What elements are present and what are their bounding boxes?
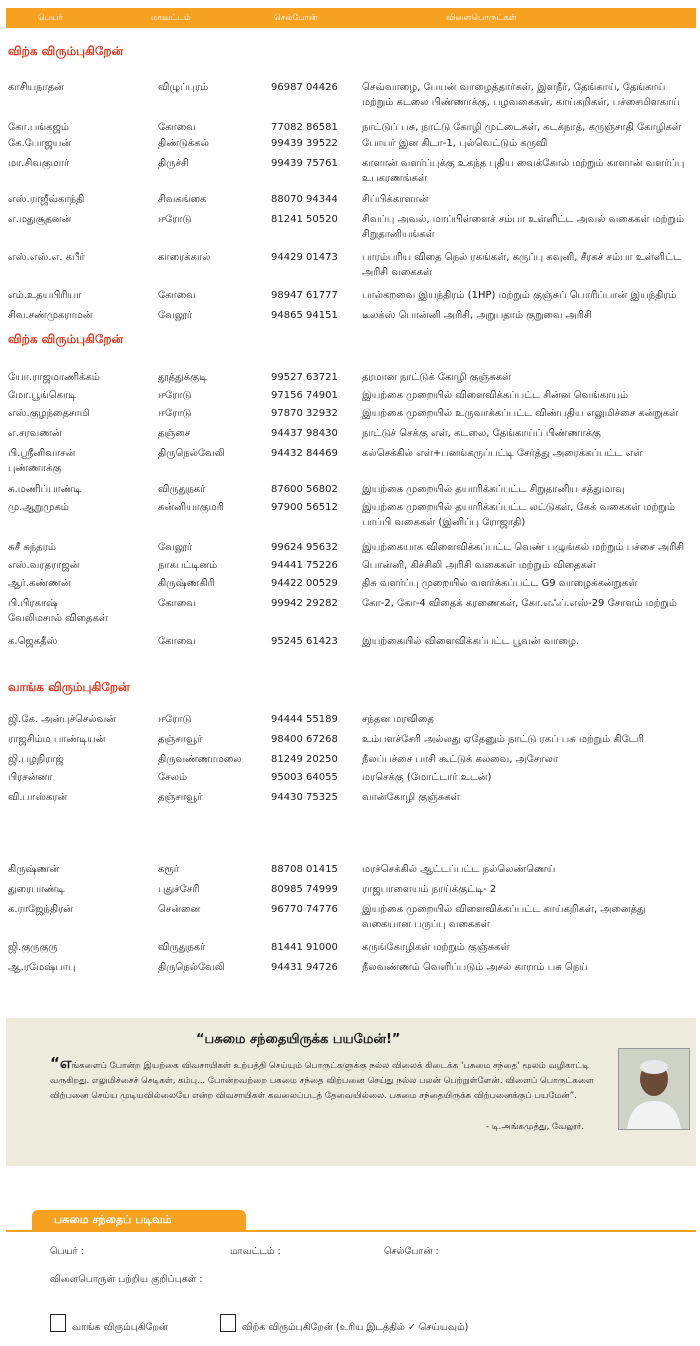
listing-district: கன்னியாகுமரி <box>158 502 224 513</box>
listing-products: சிப்பிக்காளான் <box>362 194 429 205</box>
listing-phone[interactable]: 97156 74901 <box>271 390 338 401</box>
listing-name: துரைபாண்டி <box>8 884 65 895</box>
listing-phone[interactable]: 94441 75226 <box>271 560 338 571</box>
listing-district: சேலம் <box>158 772 187 783</box>
listing-phone[interactable]: 99439 75761 <box>271 158 338 169</box>
listing-name: பிரசன்னா <box>8 772 53 783</box>
listing-name: ஆர்.கண்ணன் <box>8 578 71 589</box>
section-title: விற்க விரும்புகிறேன் <box>8 44 124 58</box>
listing-products: நாட்டுப் பசு, நாட்டு கோழி முட்டைகள், கடக்நாத், கருஞ்சாதி கோழிகள் <box>362 122 681 133</box>
listing-name: மோ.பூங்கொடி <box>8 390 77 401</box>
listing-name: ஜி.கே. அன்புச்செல்வன் <box>8 714 116 725</box>
sell-checkbox[interactable] <box>220 1314 236 1332</box>
listing-phone[interactable]: 99942 29282 <box>271 598 338 609</box>
listing-phone[interactable]: 77082 86581 <box>271 122 338 133</box>
listing-district: திண்டுக்கல் <box>158 138 209 149</box>
listing-district: ஈரோடு <box>158 408 192 419</box>
listing-products: மரச்செக்கில் ஆட்டப்பட்ட நல்லெண்ணெய் <box>362 864 556 875</box>
listing-products: கருங்கோழிகள் மற்றும் குஞ்சுகள் <box>362 942 510 953</box>
listing-products: வான்கோழி குஞ்சுகள் <box>362 792 460 803</box>
listing-phone[interactable]: 81241 50520 <box>271 214 338 225</box>
listing-district: திருச்சி <box>158 158 189 169</box>
buy-checkbox[interactable] <box>50 1314 66 1332</box>
listing-phone[interactable]: 96987 04426 <box>271 82 338 93</box>
listing-products: மரசெக்கு (மோட்டார் உடன்) <box>362 772 492 783</box>
sell-label: விற்க விரும்புகிறேன் (உரிய இடத்தில் ✓ செய்யவும்) <box>242 1322 469 1333</box>
testimonial-signature: - டி.அங்கமுத்து, வேலூர். <box>486 1122 585 1132</box>
listing-name: எஸ்.ராஜீவ்காந்தி <box>8 194 85 205</box>
listing-district: கோவை <box>158 598 196 609</box>
green-market-form <box>0 1210 700 1346</box>
listing-district: விழுப்புரம் <box>158 82 209 93</box>
listing-district: வேலூர் <box>158 542 193 553</box>
listing-district: தஞ்சாவூர் <box>158 734 203 745</box>
form-title: பசுமை சந்தைப் படிவம் <box>54 1213 172 1226</box>
listing-products: இயற்கை முறையில் தயாரிக்கப்பட்ட சிறுதானிய சத்துமாவு <box>362 484 625 495</box>
listing-name: எ.சரவணன் <box>8 428 62 439</box>
listing-district: புதுச்சேரி <box>158 884 200 895</box>
listing-district: கோவை <box>158 636 196 647</box>
listing-products: சிவப்பு அவல், மாப்பிள்ளைச் சம்பா உள்ளிட்ட அவல் வகைகள் மற்றும் சிறுதானியங்கள் <box>362 214 684 240</box>
listing-name: ஆ.ரமேஷ்பாபு <box>8 962 76 973</box>
listing-phone[interactable]: 94429 01473 <box>271 252 338 263</box>
listing-products: திசு வளர்ப்பு முறையில் வளர்க்கப்பட்ட G9 வாழைக்கன்றுகள் <box>362 578 638 589</box>
listing-phone[interactable]: 94431 94726 <box>271 962 338 973</box>
form-title-tab <box>32 1210 246 1230</box>
testimonial-dropcap: “எ <box>50 1054 72 1072</box>
listing-district: கிருஷ்ணகிரி <box>158 578 215 589</box>
listing-phone[interactable]: 96770 74776 <box>271 904 338 915</box>
listing-products: டீலக்ஸ் பொன்னி அரிசி, அறுபதாம் குறுவை அரிசி <box>362 310 592 321</box>
form-divider <box>6 1230 696 1232</box>
listing-name: சு.மணிப்பாண்டி <box>8 484 82 495</box>
listing-products: செவ்வாழை, பேயன் வாழைத்தார்கள், இளநீர், தேங்காய், தேங்காய் மற்றும் கடலை பிண்ணாக்கு, பழவகைகள், காய்கறிகள், பச்சைமிளகாய் <box>362 82 680 108</box>
listing-name: எஸ்.குழந்தைசாமி <box>8 408 90 419</box>
listing-products: ராஜபாளையம் நாய்க்குட்டி- 2 <box>362 884 497 895</box>
phone-field-label[interactable]: செல்போன் : <box>384 1246 439 1257</box>
listing-district: விருதுநகர் <box>158 942 206 953</box>
listing-phone[interactable]: 97870 32932 <box>271 408 338 419</box>
listing-district: நாகபட்டினம் <box>158 560 218 571</box>
listing-name: ஜி.குருகுரு <box>8 942 58 953</box>
header-phone: செல்போன் <box>274 13 318 23</box>
listing-products: சந்தன மரவிதை <box>362 714 434 725</box>
listing-phone[interactable]: 81441 91000 <box>271 942 338 953</box>
testimonial-body <box>50 1056 610 1104</box>
listing-name: ஜி.பழநிராஜ் <box>8 754 64 765</box>
listing-products: காளான் வளர்ப்புக்கு உகந்த புதிய வைக்கோல் மற்றும் காளான் வளர்ப்பு உபகரணங்கள் <box>362 158 685 184</box>
listing-phone[interactable]: 88070 94344 <box>271 194 338 205</box>
listing-district: ஈரோடு <box>158 214 192 225</box>
name-field-label[interactable]: பெயர் : <box>50 1246 84 1257</box>
listing-district: தஞ்சாவூர் <box>158 792 203 803</box>
listing-district: வேலூர் <box>158 310 193 321</box>
listing-products: போயர் இன கிடா-1, புல்வெட்டும் கருவி <box>362 138 548 149</box>
district-field-label[interactable]: மாவட்டம் : <box>230 1246 281 1257</box>
listing-products: நீலப்பச்சை பாசி கூட்டுக் கலவை, அசோலா <box>362 754 559 765</box>
listing-name: காசியநாதன் <box>8 82 64 93</box>
listing-name: எம்.உதயபிரியா <box>8 290 82 301</box>
listing-name: பி.ஸ்ரீனிவாசன் <box>8 448 76 459</box>
header-name: பெயர் <box>38 13 63 23</box>
listing-phone[interactable]: 94430 75325 <box>271 792 338 803</box>
listing-products: இயற்கை முறையில் விளைவிக்கப்பட்ட காய்கறிகள், அனைத்து வகையான பருப்பு வகைகள் <box>362 904 646 930</box>
listing-products: நாட்டுச் செக்கு எள், கடலை, தேங்காய்ப் பிண்ணாக்கு <box>362 428 601 439</box>
listing-phone[interactable]: 88708 01415 <box>271 864 338 875</box>
listing-name: எ.மதுசூதனன் <box>8 214 72 225</box>
listing-phone[interactable]: 95003 64055 <box>271 772 338 783</box>
listing-phone[interactable]: 80985 74999 <box>271 884 338 895</box>
listing-name: வி.பாஸ்கரன் <box>8 792 68 803</box>
listing-name: எஸ்.எஸ்.எ. கபீர் <box>8 252 85 263</box>
testimonial-text: ங்களைப் போன்ற இயற்கை விவசாயிகள் உற்பத்தி செய்யும் பொருட்களுக்கு நல்ல விலைக் கிடைக்க 'பசுமை சந்தை' மூலம் வழிகாட்டி வருகிறது. எலுமிச்சைச் செடிகள், கம்பு... போன்றவற்றை பசுமை சந்தை விற்பனை செய்து நல்ல பலன் பெற்றுள்ளேன். விளைப் பொருட்களை விற்பனை செய்ய முடியவில்லையே என்ற விவசாயிகள் கவலைப்படத் தேவையில்லை. பசுமை சந்தையிருக்க விற்பனைக்குப் பயமேன்”. <box>50 1061 594 1101</box>
listing-phone[interactable]: 98400 67268 <box>271 734 338 745</box>
listing-phone[interactable]: 98947 61777 <box>271 290 338 301</box>
listing-district: சிவகங்கை <box>158 194 207 205</box>
testimonial-title: “பசுமை சந்தையிருக்க பயமேன்!” <box>196 1032 401 1047</box>
listing-name: கிருஷ்ணன் <box>8 864 60 875</box>
listing-name: சுசீ சுந்தரம் <box>8 542 56 553</box>
listing-district: கோவை <box>158 290 196 301</box>
listing-phone[interactable]: 81249 20250 <box>271 754 338 765</box>
header-district: மாவட்டம் <box>151 13 191 23</box>
listing-products: கோ-2, கோ-4 விதைக் கரணைகள், கோ.எஃப்.எஸ்-29 சோளம் மற்றும் வேலிமசால் விதைகள் <box>8 598 677 624</box>
listing-products: இயற்கை முறையில் உருவாக்கப்பட்ட விண்பதிய எலுமிச்சை கன்றுகள் <box>362 408 679 419</box>
listing-products: இயற்கையாக விளைவிக்கப்பட்ட வெண் பழுங்கல் மற்றும் பச்சை அரிசி <box>362 542 685 553</box>
listing-products: பாரம்பரிய விதை நெல் ரகங்கள், கருப்பு கவுனி, சீரகச் சம்பா உள்ளிட்ட அரிசி வகைகள் <box>362 252 681 278</box>
listing-district: ஈரோடு <box>158 714 192 725</box>
listing-products: நீலவண்ணம் வெளிப்படும் அசல் காராம் பசு நெய் <box>362 962 588 973</box>
listing-name: எஸ்.வரதராஜன் <box>8 560 80 571</box>
listing-phone[interactable]: 99527 63721 <box>271 372 338 383</box>
listing-district: கரூர் <box>158 864 179 875</box>
listing-products: இயற்கை முறையில் விளைவிக்கப்பட்ட சின்ன வெங்காயம் <box>362 390 629 401</box>
listing-name: ராஜசிம்ம பாண்டியன் <box>8 734 106 745</box>
listing-name: கே.போஜயன் <box>8 138 72 149</box>
listing-phone[interactable]: 94432 84469 <box>271 448 338 459</box>
listing-district: ஈரோடு <box>158 390 192 401</box>
listing-name: மு.ஆறுமுகம் <box>8 502 69 513</box>
listing-district: தூத்துக்குடி <box>158 372 207 383</box>
listing-name: க.ஜெகதீஸ் <box>8 636 58 647</box>
listing-phone[interactable]: 87600 56802 <box>271 484 338 495</box>
listing-district: விருதுநகர் <box>158 484 206 495</box>
listing-phone[interactable]: 97900 56512 <box>271 502 338 513</box>
listing-district: திருவண்ணாமலை <box>158 754 242 765</box>
notes-field-label[interactable]: விளைபொருள் பற்றிய குறிப்புகள் : <box>50 1274 203 1285</box>
listing-name: சிவ.சண்முகராமன் <box>8 310 93 321</box>
listing-district: கோவை <box>158 122 196 133</box>
listing-products: பால்கறவை இயந்திரம் (1HP) மற்றும் குஞ்சுப் பொரிப்பான் இயந்திரம் <box>362 290 677 301</box>
listing-phone[interactable]: 94437 98430 <box>271 428 338 439</box>
section-title: விற்க விரும்புகிறேன் <box>8 332 124 346</box>
listing-name: க.ராஜேந்திரன் <box>8 904 73 915</box>
listing-products: கல்செக்கில் எள்+பனங்கருப்பட்டி சேர்த்து அரைக்கப்பட்ட எள் புண்ணாக்கு <box>8 448 643 474</box>
listing-district: சென்னை <box>158 904 201 915</box>
listing-phone[interactable]: 94422 00529 <box>271 578 338 589</box>
listing-phone[interactable]: 94444 55189 <box>271 714 338 725</box>
listing-products: உம்பளச்சேரி அல்லது ஏதேனும் நாட்டு ரகப் பசு மற்றும் கிடேரி <box>362 734 644 745</box>
listing-district: திருநெல்வேலி <box>158 448 225 459</box>
listing-phone[interactable]: 95245 61423 <box>271 636 338 647</box>
listing-phone[interactable]: 94865 94151 <box>271 310 338 321</box>
header-products: விளைபொருட்கள் <box>446 13 517 23</box>
farmer-photo-icon <box>619 1049 689 1129</box>
listing-phone[interactable]: 99624 95632 <box>271 542 338 553</box>
listing-products: இயற்கை முறையில் தயாரிக்கப்பட்ட லட்டுகள், கேக் வகைகள் மற்றும் பாப்பி வகைகள் (இனிப்பு ரோஜாதி) <box>362 502 675 528</box>
listing-name: மா.சிவகுமார் <box>8 158 70 169</box>
listing-products: இயற்கையில் விளைவிக்கப்பட்ட பூவன் வாழை. <box>362 636 580 647</box>
buy-label: வாங்க விரும்புகிறேன் <box>72 1322 169 1333</box>
listing-products: பொன்னி, கிச்சிலி அரிசி வகைகள் மற்றும் விதைகள் <box>362 560 596 571</box>
listing-district: தஞ்சை <box>158 428 191 439</box>
listing-name: பி.பிரகாஷ் <box>8 598 58 609</box>
listing-products: தரமான நாட்டுக் கோழி குஞ்சுகள் <box>362 372 512 383</box>
listing-name: யோ.ராஜமாணிக்கம் <box>8 372 100 383</box>
listing-district: திருநெல்வேலி <box>158 962 225 973</box>
listing-phone[interactable]: 99439 39522 <box>271 138 338 149</box>
section-title: வாங்க விரும்புகிறேன் <box>8 680 130 694</box>
testimonial-box <box>6 1018 696 1166</box>
listing-district: காரைக்கால் <box>158 252 211 263</box>
farmer-portrait <box>618 1048 690 1130</box>
listing-name: கோ.பங்கஜம் <box>8 122 69 133</box>
